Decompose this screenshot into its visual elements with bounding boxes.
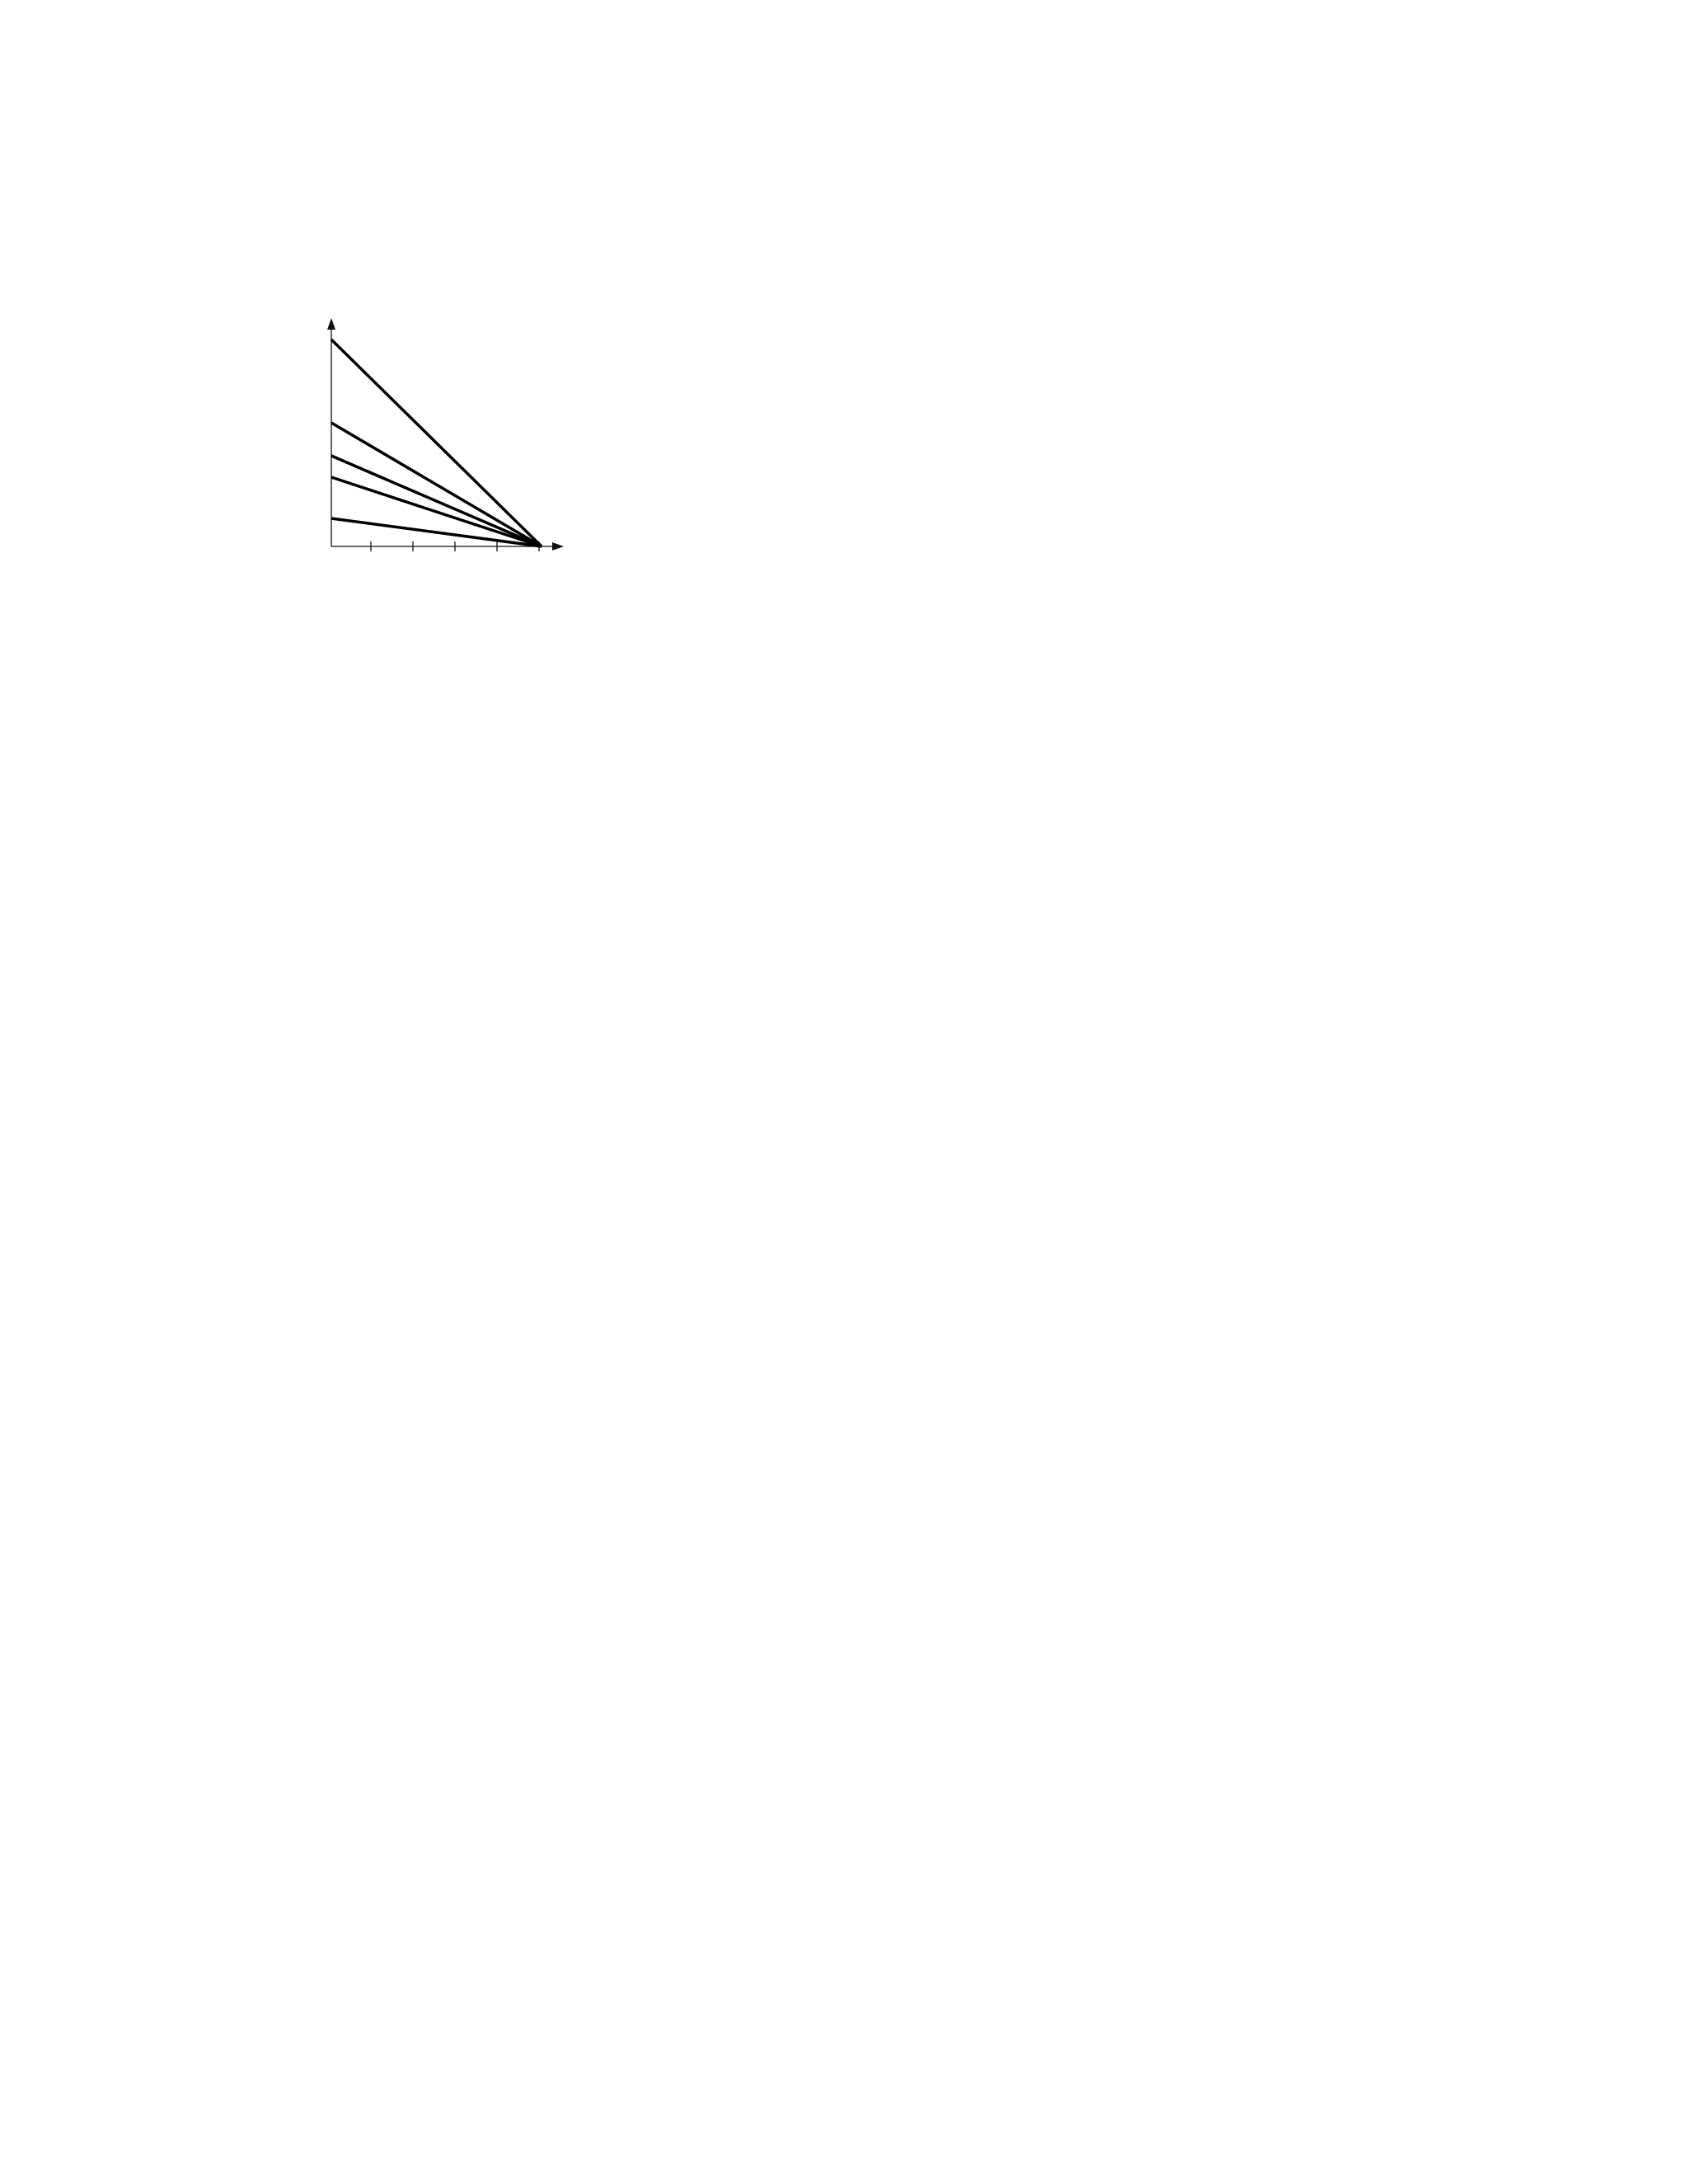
graph-13c-odd-roots <box>321 1628 593 1900</box>
graph-13b-even-reciprocal <box>758 1306 1030 1586</box>
graph-13a-even-powers <box>742 1001 1014 1249</box>
answer-c <box>729 748 750 777</box>
x-arrow <box>552 542 564 551</box>
line-4 <box>331 477 542 546</box>
answer-f <box>1393 748 1414 777</box>
y-arrow <box>327 318 335 330</box>
problem-10 <box>206 630 1492 729</box>
graph-9 <box>313 297 593 577</box>
answer-a <box>270 748 292 777</box>
problem-12 <box>206 831 1492 963</box>
problem-11 <box>206 748 1492 780</box>
answer-d <box>958 748 979 777</box>
answer-b <box>499 748 521 777</box>
problem-9 <box>206 216 1492 282</box>
answer-e <box>1187 748 1208 777</box>
depreciation-lines <box>331 340 542 546</box>
graph-13c-shifted-roots <box>775 1644 1022 1809</box>
graph-13a-odd-powers <box>321 1001 593 1249</box>
graph-13b-odd-reciprocal <box>321 1306 593 1570</box>
